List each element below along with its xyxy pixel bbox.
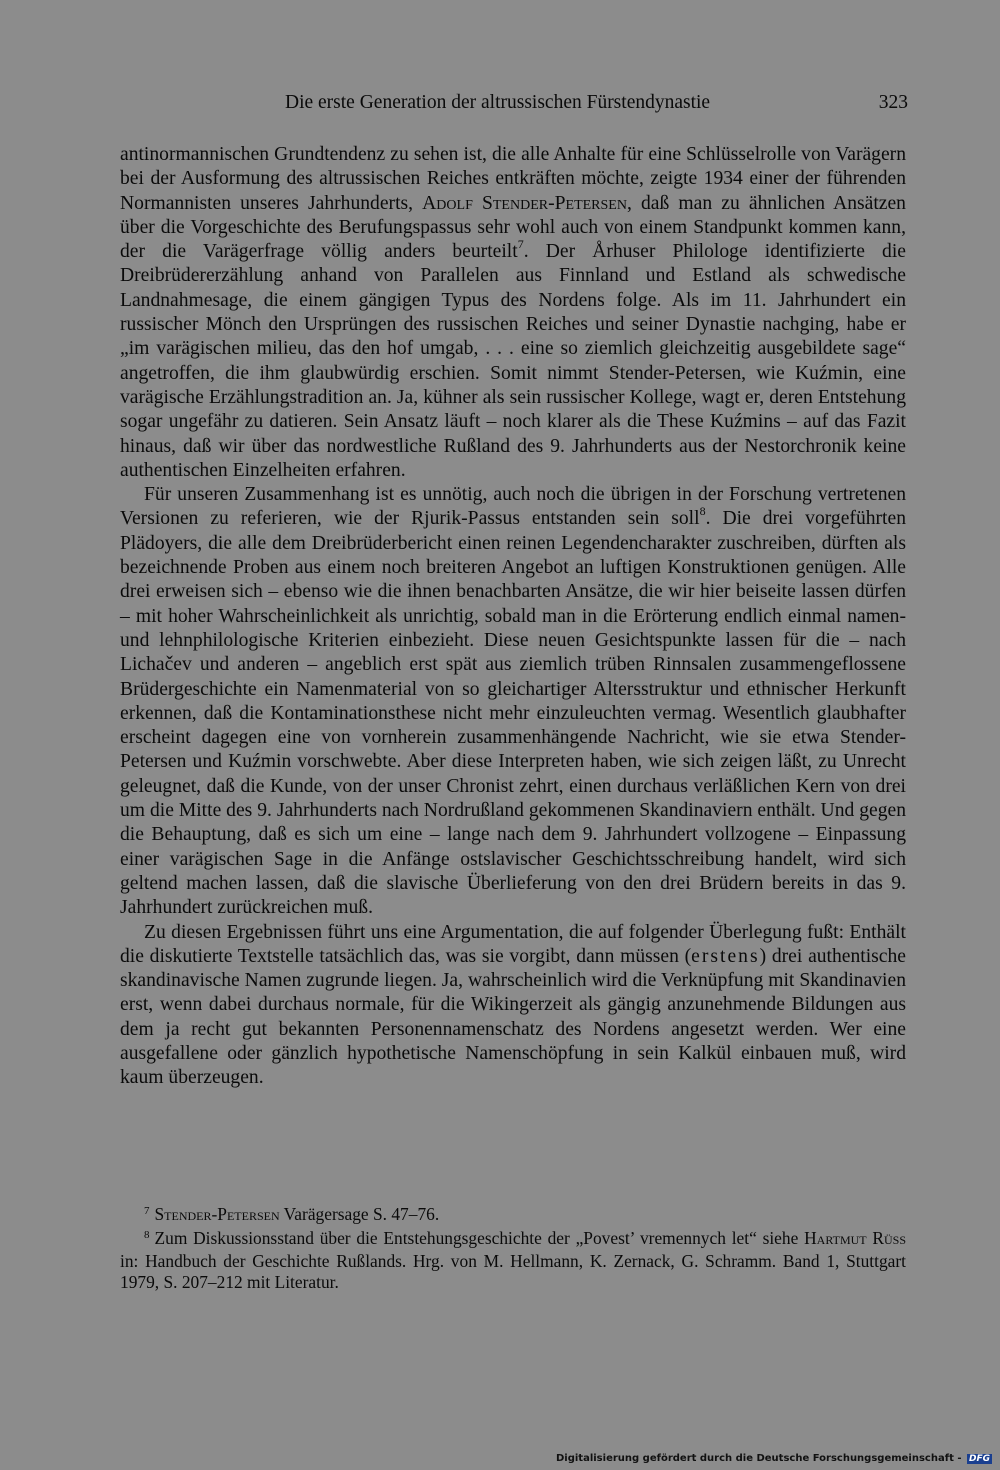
text-run: . Die drei vorgeführten Plädoyers, die alle dem Dreibrüderbericht einen reinen Legendencharakter zuschreiben, dürften als bezeichnende Proben aus einem noch breiteren Angebot an luftigen Konstruktionen genügen. Alle drei erweisen sich – ebenso wie die ihnen benachbarten Ansätze, die wir hier beiseite lassen dürfen – mit hoher Wahrscheinlichkeit als unrichtig, sobald man in die Erörterung endlich einmal namen- und lehnphilologische Kriterien einbezieht. Diese neuen Gesichtspunkte lassen für die – nach Lichačev und anderen – angeblich erst spät aus ziemlich trüben Rinnsalen zusammengeflossene Brüdergeschichte ein Namenmaterial von so gleichartiger Altersstruktur und ethnischer Herkunft erkennen, daß die Kontaminationsthese nicht mehr einzuleuchten vermag. Wesentlich glaubhafter erscheint dagegen eine von vornherein zusammenhängende Nachricht, wie sie etwa Stender-Petersen und Kuźmin vorschwebte. Aber diese Interpreten haben, wie sich zeigen läßt, zu Unrecht geleugnet, daß die Kunde, von der unser Chronist zehrt, einen durchaus verläßlichen Kern von drei um die Mitte des 9. Jahrhunderts nach Nordrußland gekommenen Skandinaviern enthält. Und gegen die Behauptung, daß es sich um eine – lange nach dem 9. Jahrhundert vollzogene – Einpassung einer varägischen Sage in die Anfänge ostslavischer Geschichtsschreibung handelt, wird sich geltend machen lassen, daß die slavische Überlieferung von den drei Brüdern bereits in das 9. Jahrhundert zurückreichen muß.: [120, 508, 906, 919]
spaced-emphasis: erstens: [691, 945, 760, 967]
text-run: , daß man zu ähnlichen Ansätzen über die Vorgeschichte des Berufungspassus sehr wohl auch von einem Standpunkt kommen kann, der die Varägerfrage völlig anders beurteilt: [120, 192, 906, 263]
footnote-text: Varägersage S. 47–76.: [279, 1204, 440, 1224]
text-run: ) drei authentische skandinavische Namen zugrunde liegen. Ja, wahrscheinlich wird die Verknüpfung mit Skandinavien erst, wenn dabei durchaus normale, für die Wikingerzeit als gängig anzunehmende Bildungen aus dem ja recht gut bekannten Personennamenschatz des Nordens angesetzt werden. Wer eine ausgefallene oder gänzlich hypothetische Namenschöpfung in sein Kalkül einbauen muß, wird kaum überzeugen.: [120, 945, 906, 1089]
footnote-ref-8: 8: [699, 503, 706, 518]
running-title: Die erste Generation der altrussischen Fürstendynastie: [285, 92, 711, 113]
footnote-7: [120, 1204, 906, 1228]
footnote-author: Stender-Petersen: [154, 1204, 280, 1224]
footnote-mark: 8: [144, 1228, 150, 1241]
footnote-author: Hartmut Rüss: [804, 1227, 907, 1248]
main-text: [120, 143, 906, 1091]
footnote-8: [120, 1228, 906, 1293]
footnotes: [120, 1204, 906, 1292]
dfg-logo: DFG: [968, 1454, 990, 1464]
paragraph-1: [120, 143, 906, 483]
paragraph-2: [120, 483, 906, 920]
funding-text: Digitalisierung gefördert durch die Deutsche Forschungsgemeinschaft -: [555, 1453, 962, 1464]
running-header: [120, 92, 908, 122]
text-run: Zu diesen Ergebnissen führt uns eine Argumentation, die auf folgender Überlegung fußt: Enthält die diskutierte Textstelle tatsächlich das, was sie vorgibt, dann müssen (: [120, 921, 906, 967]
author-name: Adolf Stender-Petersen: [422, 192, 627, 214]
text-run: . Der Århuser Philologe identifizierte die Dreibrüdererzählung anhand von Parallelen aus Finnland und Estland als schwedische Landnahmesage, die einem gängigen Typus des Nordens folge. Als im 11. Jahrhundert ein russischer Mönch den Ursprüngen des russischen Reiches und seiner Dynastie nachging, habe er „im varägischen milieu, das den hof umgab, . . . eine so ziemlich gleichzeitig ausgebildete sage“ angetroffen, die ihm glaubwürdig erschien. Somit nimmt Stender-Petersen, wie Kuźmin, eine varägische Erzählungstradition an. Ja, kühner als sein russischer Kollege, wagt er, deren Entstehung sogar ungefähr zu datieren. Sein Ansatz läuft – noch klarer als die These Kuźmins – auf das Fazit hinaus, daß wir über das nordwestliche Rußland des 9. Jahrhunderts aus der Nestorchronik keine authentischen Einzelheiten erfahren.: [120, 241, 906, 481]
footnote-mark: 7: [144, 1205, 150, 1217]
paragraph-3: [120, 921, 906, 1091]
page-number: 323: [878, 92, 908, 113]
footnote-text: Zum Diskussionsstand über die Entstehungsgeschichte der „Povest’ vremennych let“ siehe: [154, 1227, 805, 1248]
footnote-text: in: Handbuch der Geschichte Rußlands. Hrg. von M. Hellmann, K. Zernack, G. Schramm. Band 1, Stuttgart 1979, S. 207–212 mit Literatur.: [120, 1251, 906, 1292]
footnote-ref-7: 7: [517, 236, 524, 251]
text-run: Für unseren Zusammenhang ist es unnötig, auch noch die übrigen in der Forschung vertretenen Versionen zu referieren, wie der Rjurik-Passus entstanden sein soll: [120, 484, 906, 530]
funding-note: [556, 1453, 992, 1464]
text-run: antinormannischen Grundtendenz zu sehen ist, die alle Anhalte für eine Schlüsselrolle von Varägern bei der Ausformung des altrussischen Reiches entkräften möchte, zeigte 1934 einer der führenden Normannisten unseres Jahrhunderts,: [120, 144, 906, 214]
